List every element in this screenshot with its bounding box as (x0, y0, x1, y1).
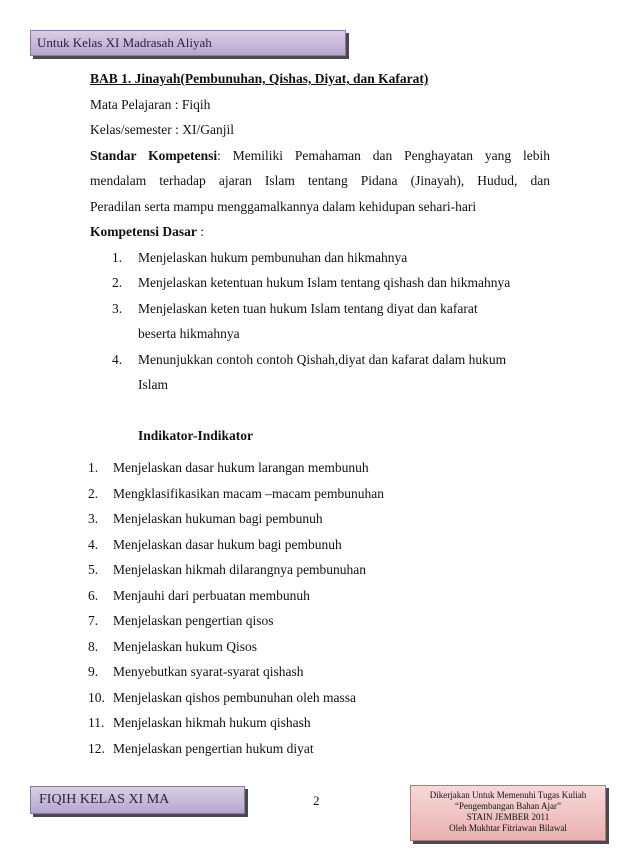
list-item-text: Menjelaskan hukum Qisos (113, 638, 257, 654)
list-item (90, 296, 550, 347)
list-item (88, 608, 558, 634)
list-item-text: Menjelaskan hukuman bagi pembunuh (113, 511, 323, 526)
list-item-text: Menjelaskan dasar hukum bagi pembunuh (113, 536, 342, 552)
standar-kompetensi-label: Standar Kompetensi (90, 147, 218, 163)
standar-kompetensi-line2: mendalam terhadap ajaran Islam tentang Pidana (Jinayah), Hudud, dan (90, 173, 550, 188)
list-item-number: 1. (88, 460, 99, 475)
list-item-text: Menjelaskan hukum pembunuhan dan hikmahnya (138, 249, 408, 265)
chapter-title: BAB 1. Jinayah(Pembunuhan, Qishas, Diyat, dan Kafarat) (90, 71, 429, 86)
list-item (90, 245, 550, 271)
subject-line: Mata Pelajaran : Fiqih (90, 96, 211, 112)
list-item (88, 736, 558, 762)
list-item (88, 634, 558, 660)
kompetensi-dasar-label: Kompetensi Dasar (90, 224, 197, 239)
list-item-text: Menjelaskan pengertian qisos (113, 613, 274, 628)
list-item (88, 455, 558, 481)
footer-credit-line: Dikerjakan Untuk Memenuhi Tugas Kuliah (429, 790, 587, 800)
list-item (88, 506, 558, 532)
document-body (90, 66, 550, 449)
list-item-text: Menjelaskan hikmah dilarangnya pembunuhan (113, 562, 367, 577)
header-tab (30, 30, 346, 56)
list-item (90, 347, 550, 398)
list-item-number: 1. (112, 249, 123, 265)
list-item-number: 7. (88, 613, 99, 628)
kompetensi-dasar-heading (90, 219, 550, 245)
list-item (88, 685, 558, 711)
header-tab-label: Untuk Kelas XI Madrasah Aliyah (37, 35, 212, 50)
footer-course-tab (30, 786, 245, 814)
list-item-text: Menjelaskan qishos pembunuhan oleh massa (113, 689, 356, 705)
footer-credit-line: Oleh Mukhtar Fitriawan Bilawal (449, 823, 567, 833)
footer-credit-line: STAIN JEMBER 2011 (466, 812, 550, 822)
list-item-text: Menjelaskan pengertian hukum diyat (113, 740, 314, 756)
list-item-text-continued: Islam (138, 377, 168, 392)
indikator-list (88, 455, 558, 761)
footer-course-label: FIQIH KELAS XI MA (39, 792, 170, 807)
list-item-text: Menjelaskan dasar hukum larangan membunuh (113, 460, 369, 475)
list-item-number: 5. (88, 562, 99, 577)
list-item (88, 583, 558, 609)
list-item (90, 270, 550, 296)
list-item-number: 9. (88, 664, 99, 679)
standar-kompetensi-line1 (90, 143, 550, 169)
page-number: 2 (313, 793, 320, 808)
list-item (88, 557, 558, 583)
list-item-number: 6. (88, 587, 99, 603)
list-item-text: Menjelaskan keten tuan hukum Islam tentang diyat dan kafarat (138, 300, 478, 316)
list-item-text: Menjauhi dari perbuatan membunuh (113, 587, 310, 603)
kompetensi-dasar-colon: : (196, 224, 205, 239)
list-item (88, 659, 558, 685)
semester-line: Kelas/semester : XI/Ganjil (90, 122, 234, 137)
standar-kompetensi-text1: : Memiliki Pemahaman dan Penghayatan yang lebih (217, 147, 551, 163)
list-item-number: 3. (88, 511, 99, 526)
indikator-heading: Indikator-Indikator (138, 428, 254, 443)
list-item-text: Menjelaskan hikmah hukum qishash (113, 715, 311, 730)
list-item-number: 12. (88, 740, 105, 756)
list-item-number: 10. (88, 689, 105, 705)
list-item (88, 481, 558, 507)
list-item (88, 532, 558, 558)
footer-credit-line: “Pengembangan Bahan Ajar” (455, 801, 561, 811)
footer-credit-box (410, 785, 606, 841)
list-item (88, 710, 558, 736)
list-item-number: 3. (112, 300, 123, 316)
list-item-number: 2. (112, 275, 123, 290)
list-item-number: 4. (88, 536, 99, 552)
list-item-number: 8. (88, 638, 99, 654)
list-item-text: Menjelaskan ketentuan hukum Islam tentang qishash dan hikmahnya (138, 275, 511, 290)
kompetensi-dasar-list (90, 245, 550, 398)
list-item-text-continued: beserta hikmahnya (138, 326, 240, 341)
list-item-number: 4. (112, 351, 123, 367)
list-item-number: 2. (88, 485, 99, 501)
standar-kompetensi-line3: Peradilan serta mampu menggamalkannya dalam kehidupan sehari-hari (90, 198, 477, 214)
list-item-text: Mengklasifikasikan macam –macam pembunuhan (113, 485, 385, 501)
list-item-number: 11. (88, 715, 105, 730)
list-item-text: Menyebutkan syarat-syarat qishash (113, 664, 304, 679)
list-item-text: Menunjukkan contoh contoh Qishah,diyat dan kafarat dalam hukum (138, 351, 507, 367)
